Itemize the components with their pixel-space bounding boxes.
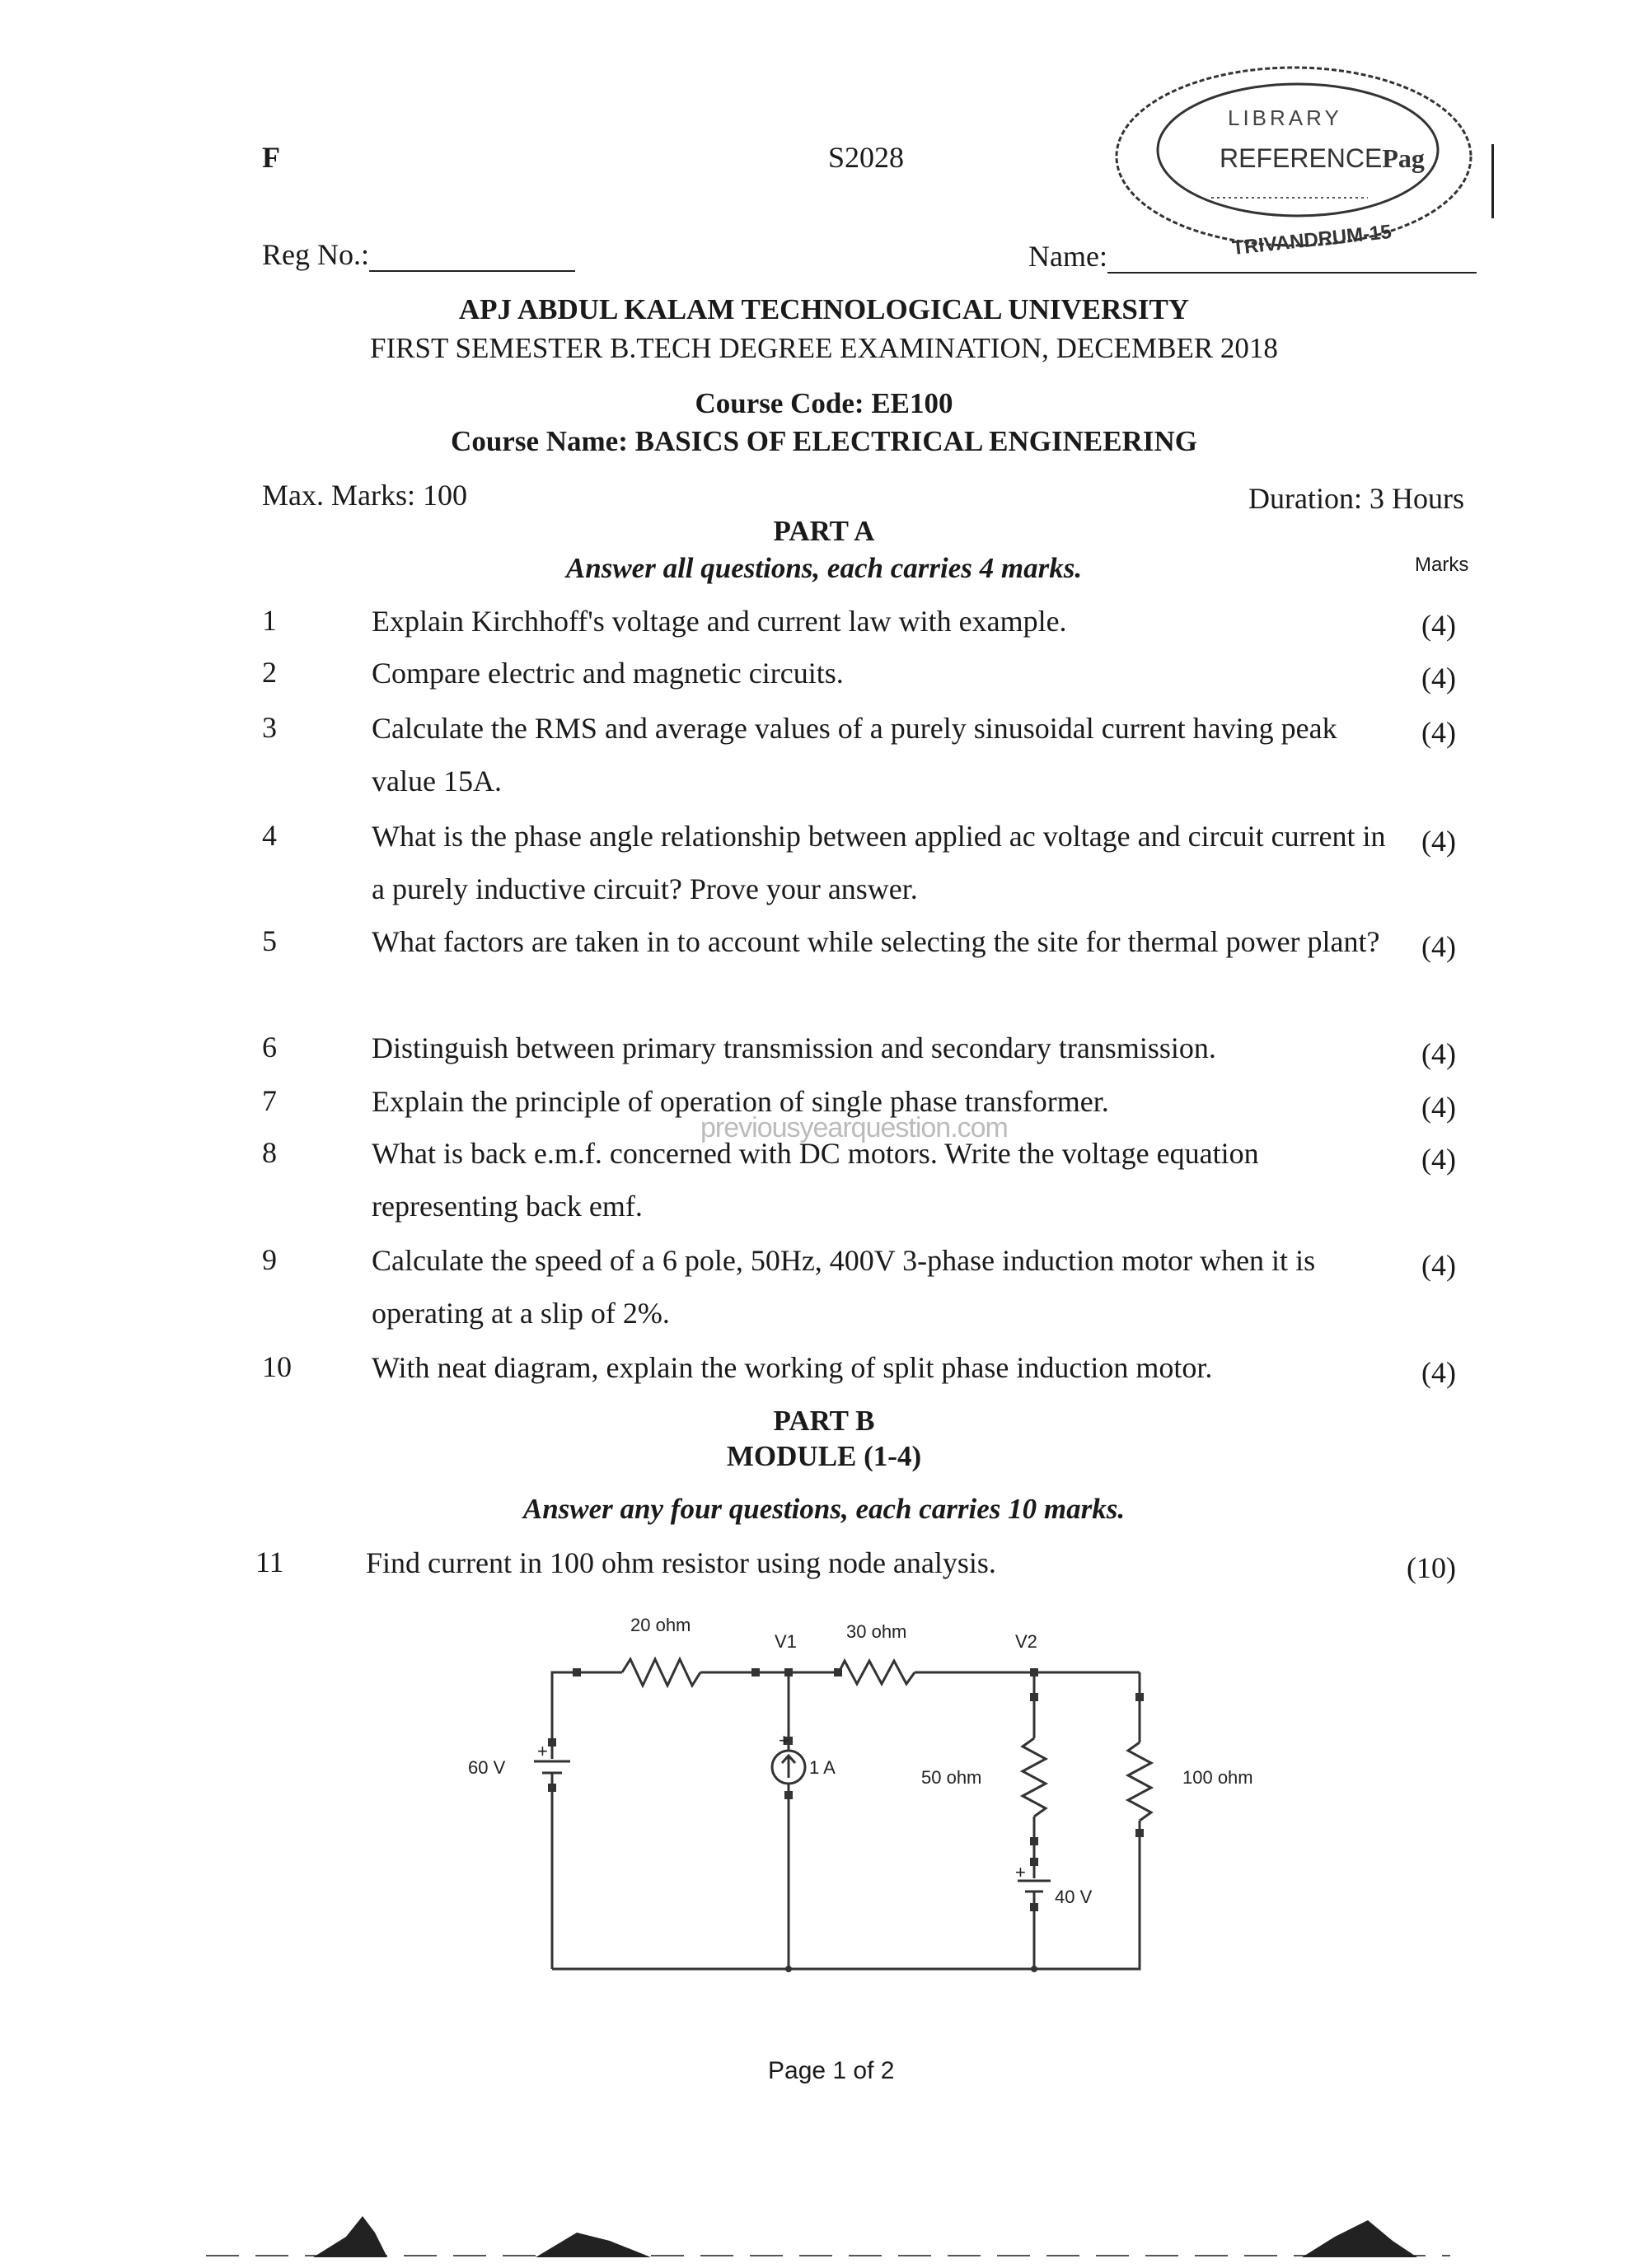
- terminal: [1135, 1693, 1144, 1701]
- question-number: 8: [262, 1136, 277, 1169]
- course-name: Course Name: BASICS OF ELECTRICAL ENGINEERING: [451, 425, 1197, 457]
- reg-no-line: [369, 246, 575, 272]
- question-number: 5: [262, 924, 277, 957]
- question-text: Find current in 100 ohm resistor using node analysis.: [366, 1546, 996, 1579]
- label-v1: V1: [775, 1631, 797, 1652]
- question-number: 7: [262, 1084, 277, 1117]
- circuit-diagram: [445, 1606, 1302, 1985]
- label-1a: 1 A: [809, 1757, 836, 1778]
- question-text: Explain the principle of operation of single phase transformer.: [372, 1085, 1109, 1118]
- name-label: Name:: [1028, 240, 1107, 273]
- stamp-reference: REFERENCE: [1220, 143, 1383, 173]
- terminal: [834, 1668, 842, 1676]
- label-60v-plus: +: [537, 1741, 548, 1761]
- part-a-instruction: Answer all questions, each carries 4 marks.: [565, 552, 1083, 584]
- question-text: Calculate the speed of a 6 pole, 50Hz, 400V 3-phase induction motor when it is operating at a slip of 2%.: [372, 1244, 1316, 1330]
- question-number: 11: [255, 1546, 284, 1578]
- marks-column-label: Marks: [1415, 554, 1469, 576]
- paper-code: S2028: [828, 141, 905, 174]
- terminal: [1030, 1693, 1038, 1701]
- question-marks: (4): [1421, 609, 1456, 642]
- question-text: Calculate the RMS and average values of a purely sinusoidal current having peak value 15A.: [372, 712, 1337, 797]
- terminal: [1135, 1829, 1144, 1837]
- question-text: What factors are taken in to account while selecting the site for thermal power plant?: [372, 925, 1380, 958]
- question-text: Distinguish between primary transmission and secondary transmission.: [372, 1031, 1216, 1064]
- label-1a-plus: +: [779, 1730, 789, 1751]
- label-20-ohm: 20 ohm: [630, 1615, 691, 1635]
- label-40v: 40 V: [1055, 1887, 1093, 1907]
- question-marks: (4): [1421, 1356, 1456, 1389]
- label-30-ohm: 30 ohm: [846, 1621, 907, 1642]
- node-v2-dot: [1030, 1668, 1038, 1676]
- resistor-30-ohm: [839, 1661, 915, 1684]
- label-40v-plus: +: [1015, 1862, 1026, 1882]
- part-a-heading: PART A: [773, 515, 875, 547]
- reg-no-field: [262, 237, 575, 272]
- stamp-city-text: TRIVANDRUM-15: [1231, 220, 1393, 260]
- part-b-heading: PART B: [773, 1405, 875, 1437]
- question-number: 4: [262, 819, 277, 852]
- page-footer: Page 1 of 2: [768, 2057, 895, 2084]
- scan-artifacts: [0, 2191, 1648, 2268]
- junction: [785, 1966, 792, 1972]
- label-v2: V2: [1015, 1631, 1037, 1652]
- resistor-20-ohm: [622, 1659, 700, 1686]
- terminal: [1030, 1837, 1038, 1845]
- module-heading: MODULE (1-4): [726, 1440, 922, 1472]
- duration: Duration: 3 Hours: [1248, 482, 1464, 515]
- set-letter: F: [262, 141, 280, 174]
- terminal: [548, 1738, 556, 1747]
- question-marks: (10): [1407, 1551, 1456, 1584]
- university-name: APJ ABDUL KALAM TECHNOLOGICAL UNIVERSITY: [458, 293, 1190, 325]
- resistor-50-ohm: [1023, 1738, 1046, 1817]
- question-marks: (4): [1421, 1249, 1456, 1282]
- question-marks: (4): [1421, 1143, 1456, 1176]
- label-60v: 60 V: [468, 1757, 506, 1778]
- question-marks: (4): [1421, 1037, 1456, 1070]
- terminal: [751, 1668, 760, 1676]
- question-marks: (4): [1421, 716, 1456, 749]
- name-field: [1028, 239, 1477, 274]
- question-text: Compare electric and magnetic circuits.: [372, 657, 844, 690]
- terminal: [784, 1791, 793, 1799]
- question-text: What is back e.m.f. concerned with DC motors. Write the voltage equation representing back emf.: [372, 1137, 1259, 1223]
- terminal: [1030, 1858, 1038, 1866]
- junction: [1031, 1966, 1037, 1972]
- question-marks: (4): [1421, 930, 1456, 963]
- question-number: 10: [262, 1350, 292, 1383]
- question-number: 2: [262, 656, 277, 689]
- question-text: What is the phase angle relationship between applied ac voltage and circuit current in a purely inductive circuit? Prove your answer.: [372, 820, 1386, 905]
- question-number: 9: [262, 1243, 277, 1276]
- terminal: [573, 1668, 581, 1676]
- question-marks: (4): [1421, 662, 1456, 694]
- label-100-ohm: 100 ohm: [1182, 1767, 1253, 1788]
- label-50-ohm: 50 ohm: [921, 1767, 982, 1788]
- question-number: 1: [262, 604, 277, 637]
- terminal: [548, 1784, 556, 1792]
- exam-title: FIRST SEMESTER B.TECH DEGREE EXAMINATION, DECEMBER 2018: [370, 332, 1278, 364]
- watermark: previousyearquestion.com: [700, 1112, 1008, 1143]
- question-text: Explain Kirchhoff's voltage and current law with example.: [372, 605, 1067, 638]
- course-code: Course Code: EE100: [695, 387, 953, 419]
- stamp-page-fragment: Pag: [1382, 143, 1425, 173]
- edge-mark: [1491, 144, 1494, 218]
- question-text: With neat diagram, explain the working of split phase induction motor.: [372, 1351, 1213, 1384]
- terminal: [1030, 1903, 1038, 1911]
- stamp-library-text: LIBRARY: [1228, 105, 1342, 130]
- question-number: 6: [262, 1031, 277, 1064]
- question-number: 3: [262, 711, 277, 744]
- wire: [1034, 1920, 1140, 1969]
- resistor-100-ohm: [1128, 1742, 1151, 1821]
- node-v1-dot: [784, 1668, 793, 1676]
- name-line: [1107, 247, 1477, 274]
- reg-no-label: Reg No.:: [262, 238, 369, 271]
- max-marks: Max. Marks: 100: [262, 479, 467, 512]
- stamp-reference-text: [1220, 143, 1425, 174]
- question-marks: (4): [1421, 1091, 1456, 1124]
- part-b-instruction: Answer any four questions, each carries 10 marks.: [522, 1493, 1126, 1525]
- question-marks: (4): [1421, 825, 1456, 858]
